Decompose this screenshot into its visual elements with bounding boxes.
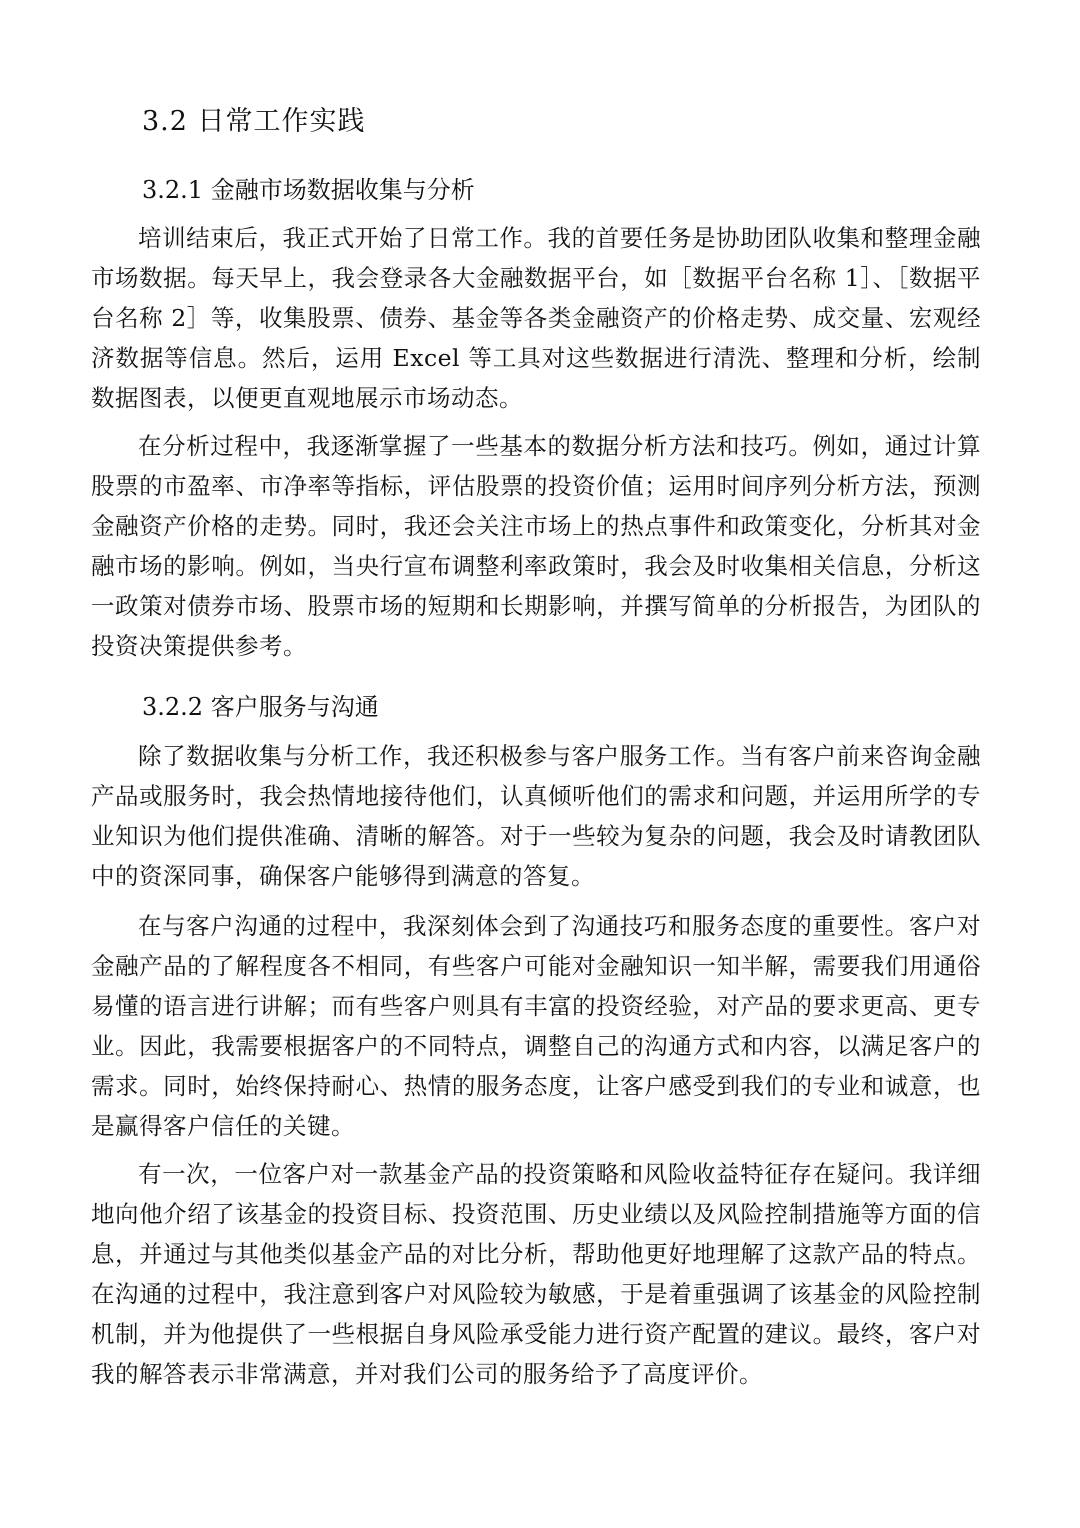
subsection-heading-3-2-1: 3.2.1 金融市场数据收集与分析 (142, 176, 475, 204)
section-heading: 3.2 日常工作实践 (142, 106, 366, 137)
paragraph: 除了数据收集与分析工作，我还积极参与客户服务工作。当有客户前来咨询金融产品或服务时，我会热情地接待他们，认真倾听他们的需求和问题，并运用所学的专业知识为他们提供准确、清晰的解答。对于一些较为复杂的问题，我会及时请教团队中的资深同事，确保客户能够得到满意的答复。 (91, 742, 981, 890)
subsection-heading-3-2-2: 3.2.2 客户服务与沟通 (142, 693, 379, 721)
paragraph: 培训结束后，我正式开始了日常工作。我的首要任务是协助团队收集和整理金融市场数据。每天早上，我会登录各大金融数据平台，如［数据平台名称 1］、［数据平台名称 2］等，收集股票、债券、基金等各类金融资产的价格走势、成交量、宏观经济数据等信息。然后，运用 Excel 等工具对这些数据进行清洗、整理和分析，绘制数据图表，以便更直观地展示市场动态。 (91, 224, 981, 412)
paragraph: 有一次，一位客户对一款基金产品的投资策略和风险收益特征存在疑问。我详细地向他介绍了该基金的投资目标、投资范围、历史业绩以及风险控制措施等方面的信息，并通过与其他类似基金产品的对比分析，帮助他更好地理解了这款产品的特点。在沟通的过程中，我注意到客户对风险较为敏感，于是着重强调了该基金的风险控制机制，并为他提供了一些根据自身风险承受能力进行资产配置的建议。最终，客户对我的解答表示非常满意，并对我们公司的服务给予了高度评价。 (91, 1160, 981, 1388)
paragraph: 在与客户沟通的过程中，我深刻体会到了沟通技巧和服务态度的重要性。客户对金融产品的了解程度各不相同，有些客户可能对金融知识一知半解，需要我们用通俗易懂的语言进行讲解；而有些客户则具有丰富的投资经验，对产品的要求更高、更专业。因此，我需要根据客户的不同特点，调整自己的沟通方式和内容，以满足客户的需求。同时，始终保持耐心、热情的服务态度，让客户感受到我们的专业和诚意，也是赢得客户信任的关键。 (91, 912, 981, 1140)
paragraph: 在分析过程中，我逐渐掌握了一些基本的数据分析方法和技巧。例如，通过计算股票的市盈率、市净率等指标，评估股票的投资价值；运用时间序列分析方法，预测金融资产价格的走势。同时，我还会关注市场上的热点事件和政策变化，分析其对金融市场的影响。例如，当央行宣布调整利率政策时，我会及时收集相关信息，分析这一政策对债券市场、股票市场的短期和长期影响，并撰写简单的分析报告，为团队的投资决策提供参考。 (91, 432, 981, 660)
